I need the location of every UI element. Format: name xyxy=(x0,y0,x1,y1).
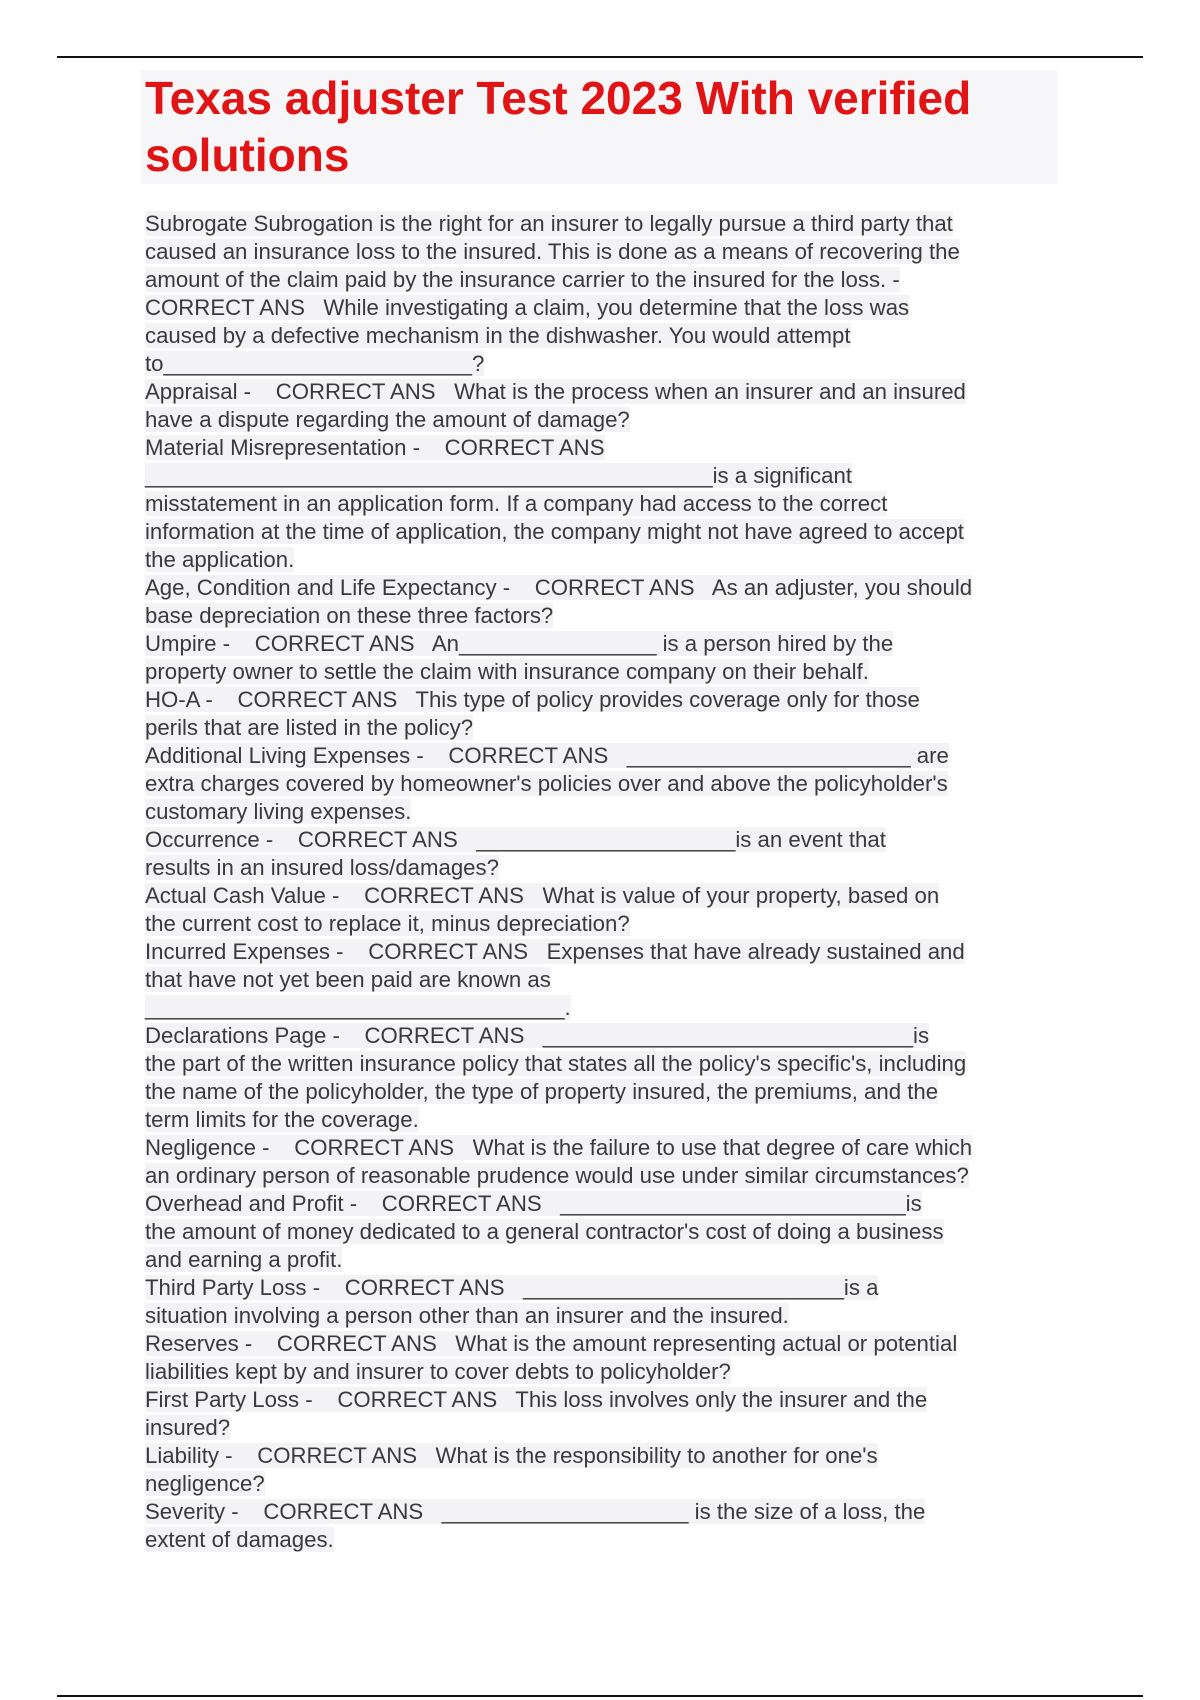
text-line-content: base depreciation on these three factors? xyxy=(145,603,554,628)
text-line xyxy=(145,1246,1057,1274)
text-line-content: extent of damages. xyxy=(145,1527,334,1552)
text-line xyxy=(145,882,1057,910)
text-line xyxy=(145,462,1057,490)
text-line xyxy=(145,1050,1057,1078)
text-line xyxy=(145,826,1057,854)
text-line-content: customary living expenses. xyxy=(145,799,412,824)
text-line xyxy=(145,686,1057,714)
text-line-content: insured? xyxy=(145,1415,231,1440)
text-line-content: information at the time of application, the company might not have agreed to accept xyxy=(145,519,964,544)
text-line-content: the name of the policyholder, the type of property insured, the premiums, and the xyxy=(145,1079,939,1104)
text-line xyxy=(145,322,1057,350)
text-line xyxy=(145,574,1057,602)
text-line-content: perils that are listed in the policy? xyxy=(145,715,474,740)
text-line-content: Umpire - CORRECT ANS An________________ is a person hired by the xyxy=(145,631,894,656)
text-line xyxy=(145,1526,1057,1554)
text-line xyxy=(145,1022,1057,1050)
text-line xyxy=(145,1386,1057,1414)
text-line-content: that have not yet been paid are known as xyxy=(145,967,551,992)
text-line-content: negligence? xyxy=(145,1471,265,1496)
text-line xyxy=(145,210,1057,238)
text-line xyxy=(145,602,1057,630)
text-line xyxy=(145,966,1057,994)
text-line xyxy=(145,1078,1057,1106)
text-line-content: have a dispute regarding the amount of damage? xyxy=(145,407,630,432)
text-line-content: caused by a defective mechanism in the dishwasher. You would attempt xyxy=(145,323,851,348)
text-line-content: the application. xyxy=(145,547,295,572)
text-line-content: situation involving a person other than an insurer and the insured. xyxy=(145,1303,789,1328)
text-line-content: HO-A - CORRECT ANS This type of policy provides coverage only for those xyxy=(145,687,920,712)
text-line-content: property owner to settle the claim with insurance company on their behalf. xyxy=(145,659,869,684)
text-line-content: to_________________________? xyxy=(145,351,485,376)
text-line xyxy=(145,1106,1057,1134)
text-line-content: Negligence - CORRECT ANS What is the failure to use that degree of care which xyxy=(145,1135,973,1160)
text-line xyxy=(145,630,1057,658)
text-line-content: Liability - CORRECT ANS What is the responsibility to another for one's xyxy=(145,1443,878,1468)
text-line xyxy=(145,1134,1057,1162)
text-line-content: Declarations Page - CORRECT ANS ______________________________is xyxy=(145,1023,930,1048)
text-line xyxy=(145,490,1057,518)
text-line xyxy=(145,658,1057,686)
text-line xyxy=(145,1498,1057,1526)
text-line xyxy=(145,854,1057,882)
text-line-content: the amount of money dedicated to a general contractor's cost of doing a business xyxy=(145,1219,944,1244)
text-line-content: Overhead and Profit - CORRECT ANS ____________________________is xyxy=(145,1191,922,1216)
text-line xyxy=(145,434,1057,462)
text-line xyxy=(145,1190,1057,1218)
text-line-content: liabilities kept by and insurer to cover debts to policyholder? xyxy=(145,1359,731,1384)
text-line xyxy=(145,1330,1057,1358)
text-line xyxy=(145,1218,1057,1246)
text-line-content: Incurred Expenses - CORRECT ANS Expenses that have already sustained and xyxy=(145,939,965,964)
text-line-content: Age, Condition and Life Expectancy - CORRECT ANS As an adjuster, you should xyxy=(145,575,973,600)
text-line xyxy=(145,770,1057,798)
text-line-content: Actual Cash Value - CORRECT ANS What is value of your property, based on xyxy=(145,883,940,908)
document-body xyxy=(145,210,1057,1554)
bottom-rule xyxy=(57,1695,1143,1697)
text-line-content: extra charges covered by homeowner's policies over and above the policyholder's xyxy=(145,771,948,796)
document-title: Texas adjuster Test 2023 With verified solutions xyxy=(145,72,972,181)
text-line xyxy=(145,1358,1057,1386)
text-line xyxy=(145,294,1057,322)
text-line-content: Third Party Loss - CORRECT ANS __________________________is a xyxy=(145,1275,879,1300)
text-line-content: misstatement in an application form. If a company had access to the correct xyxy=(145,491,888,516)
text-line-content: caused an insurance loss to the insured. This is done as a means of recovering the xyxy=(145,239,960,264)
text-line xyxy=(145,1274,1057,1302)
text-line xyxy=(145,378,1057,406)
text-line xyxy=(145,1414,1057,1442)
text-line xyxy=(145,994,1057,1022)
text-line-content: the current cost to replace it, minus depreciation? xyxy=(145,911,630,936)
text-line xyxy=(145,266,1057,294)
text-line-content: term limits for the coverage. xyxy=(145,1107,419,1132)
text-line xyxy=(145,938,1057,966)
text-line xyxy=(145,1470,1057,1498)
text-line-content: Severity - CORRECT ANS ____________________ is the size of a loss, the xyxy=(145,1499,926,1524)
text-line-content: results in an insured loss/damages? xyxy=(145,855,499,880)
text-line xyxy=(145,910,1057,938)
text-line-content: CORRECT ANS While investigating a claim, you determine that the loss was xyxy=(145,295,910,320)
text-line-content: an ordinary person of reasonable prudence would use under similar circumstances? xyxy=(145,1163,969,1188)
text-line xyxy=(145,742,1057,770)
text-line xyxy=(145,714,1057,742)
text-line-content: the part of the written insurance policy that states all the policy's specific's, including xyxy=(145,1051,967,1076)
text-line-content: Appraisal - CORRECT ANS What is the process when an insurer and an insured xyxy=(145,379,966,404)
text-line-content: Occurrence - CORRECT ANS _____________________is an event that xyxy=(145,827,886,852)
text-line xyxy=(145,518,1057,546)
text-line xyxy=(145,546,1057,574)
text-line-content: amount of the claim paid by the insurance carrier to the insured for the loss. - xyxy=(145,267,900,292)
text-line-content: Reserves - CORRECT ANS What is the amount representing actual or potential xyxy=(145,1331,958,1356)
text-line-content: Material Misrepresentation - CORRECT ANS xyxy=(145,435,605,460)
text-line xyxy=(145,238,1057,266)
text-line-content: __________________________________. xyxy=(145,995,571,1020)
text-line xyxy=(145,406,1057,434)
text-line xyxy=(145,1162,1057,1190)
text-line xyxy=(145,1302,1057,1330)
text-line-content: First Party Loss - CORRECT ANS This loss involves only the insurer and the xyxy=(145,1387,928,1412)
text-line-content: Subrogate Subrogation is the right for an insurer to legally pursue a third party that xyxy=(145,211,953,236)
text-line-content: ______________________________________________is a significant xyxy=(145,463,852,488)
text-line xyxy=(145,1442,1057,1470)
text-line-content: and earning a profit. xyxy=(145,1247,343,1272)
top-rule xyxy=(57,56,1143,58)
text-line xyxy=(145,798,1057,826)
text-line-content: Additional Living Expenses - CORRECT ANS _______________________ are xyxy=(145,743,949,768)
text-line xyxy=(145,350,1057,378)
